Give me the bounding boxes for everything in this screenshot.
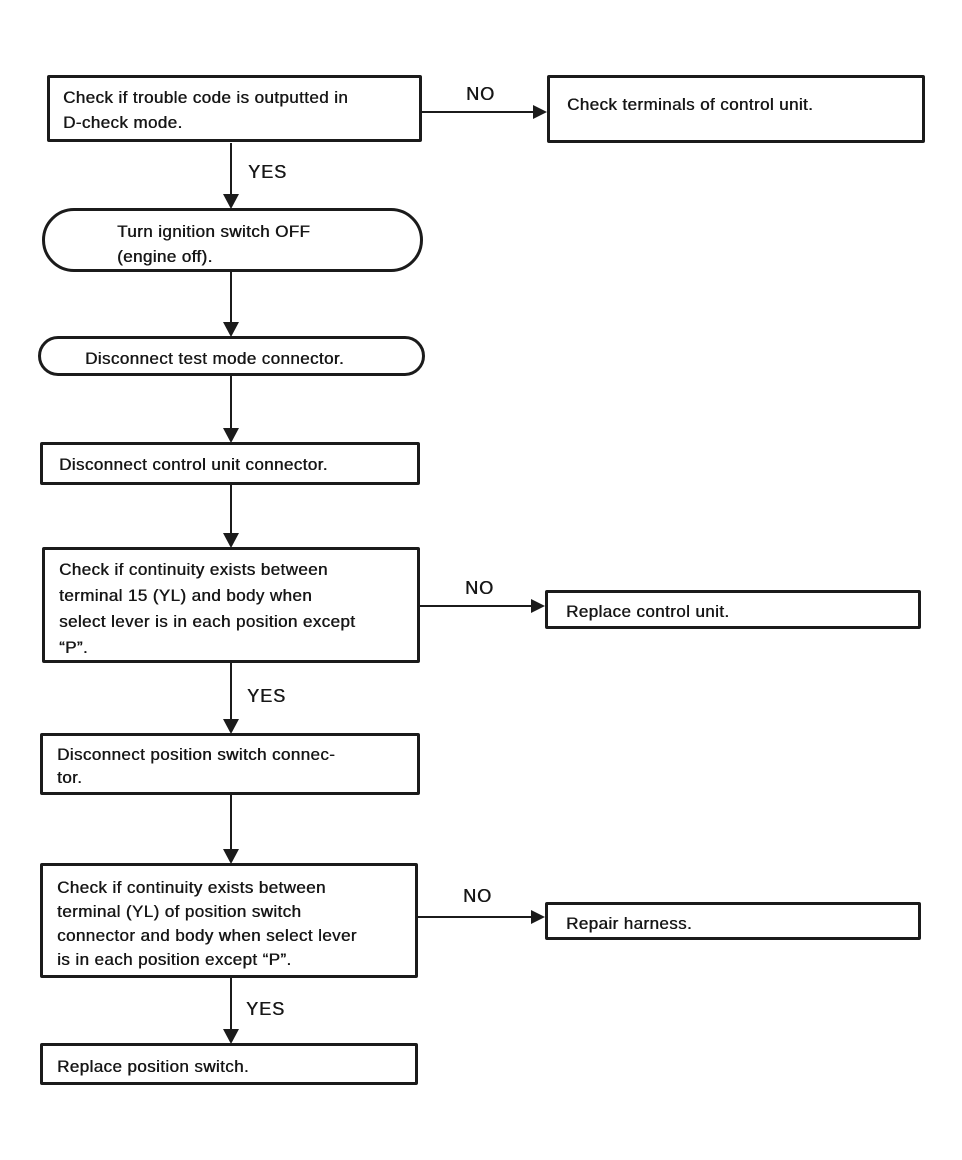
flow-step-text: Turn ignition switch OFF: [117, 222, 311, 241]
edge-label-yes: YES: [246, 999, 286, 1019]
flow-step-text: Repair harness.: [566, 914, 693, 933]
flow-step-repair-harness: [545, 902, 921, 940]
flow-step-disconnect-control-unit-connector: [40, 442, 420, 485]
edge-label-yes: YES: [248, 162, 288, 182]
arrowhead-down-icon: [223, 533, 239, 548]
flow-step-text: Replace control unit.: [566, 602, 730, 621]
flow-step-replace-control-unit: [545, 590, 921, 629]
flow-step-check-continuity-terminal-15: [42, 547, 420, 663]
flow-step-text: “P”.: [59, 638, 88, 657]
flow-step-text: Disconnect position switch connec-: [57, 745, 336, 764]
flow-line-no-2: [420, 605, 531, 607]
edge-label-no: NO: [466, 84, 495, 104]
flow-line-down-3: [230, 376, 232, 428]
arrowhead-right-icon: [531, 599, 545, 613]
arrowhead-down-icon: [223, 428, 239, 443]
flow-step-text: tor.: [57, 768, 83, 787]
arrowhead-right-icon: [531, 910, 545, 924]
flow-step-text: Check if continuity exists between: [59, 560, 328, 579]
flow-step-text: terminal (YL) of position switch: [57, 902, 302, 921]
flow-line-yes-3: [230, 978, 232, 1029]
flow-step-text: Disconnect control unit connector.: [59, 455, 328, 474]
arrowhead-down-icon: [223, 719, 239, 734]
flow-step-replace-position-switch: [40, 1043, 418, 1085]
flow-step-disconnect-position-switch-connector: [40, 733, 420, 795]
flow-step-text: Disconnect test mode connector.: [85, 349, 345, 368]
flow-step-turn-ignition-switch-off: [42, 208, 423, 272]
flow-line-no-3: [418, 916, 531, 918]
edge-label-yes: YES: [247, 686, 287, 706]
flow-step-check-continuity-position-switch: [40, 863, 418, 978]
flow-step-text: Replace position switch.: [57, 1057, 249, 1076]
flow-step-text: connector and body when select lever: [57, 926, 357, 945]
flow-step-text: (engine off).: [117, 247, 213, 266]
flow-line-yes-1: [230, 143, 232, 196]
edge-label-no: NO: [465, 578, 494, 598]
arrowhead-down-icon: [223, 1029, 239, 1044]
flow-line-down-4: [230, 485, 232, 533]
arrowhead-right-icon: [533, 105, 547, 119]
flow-step-text: select lever is in each position except: [59, 612, 356, 631]
flow-step-text: Check if continuity exists between: [57, 878, 326, 897]
flow-line-down-2: [230, 272, 232, 323]
arrowhead-down-icon: [223, 194, 239, 209]
flow-step-text: D-check mode.: [63, 113, 183, 132]
flow-step-check-trouble-code: [47, 75, 422, 142]
arrowhead-down-icon: [223, 849, 239, 864]
flow-line-no-1: [422, 111, 533, 113]
arrowhead-down-icon: [223, 322, 239, 337]
edge-label-no: NO: [463, 886, 492, 906]
flow-step-disconnect-test-mode-connector: [38, 336, 425, 376]
flow-step-text: terminal 15 (YL) and body when: [59, 586, 312, 605]
flow-step-text: Check terminals of control unit.: [567, 95, 814, 114]
flow-step-check-terminals-of-control-unit: [547, 75, 925, 143]
flow-line-yes-2: [230, 663, 232, 719]
flow-step-text: Check if trouble code is outputted in: [63, 88, 349, 107]
flow-line-down-6: [230, 795, 232, 849]
flow-step-text: is in each position except “P”.: [57, 950, 292, 969]
